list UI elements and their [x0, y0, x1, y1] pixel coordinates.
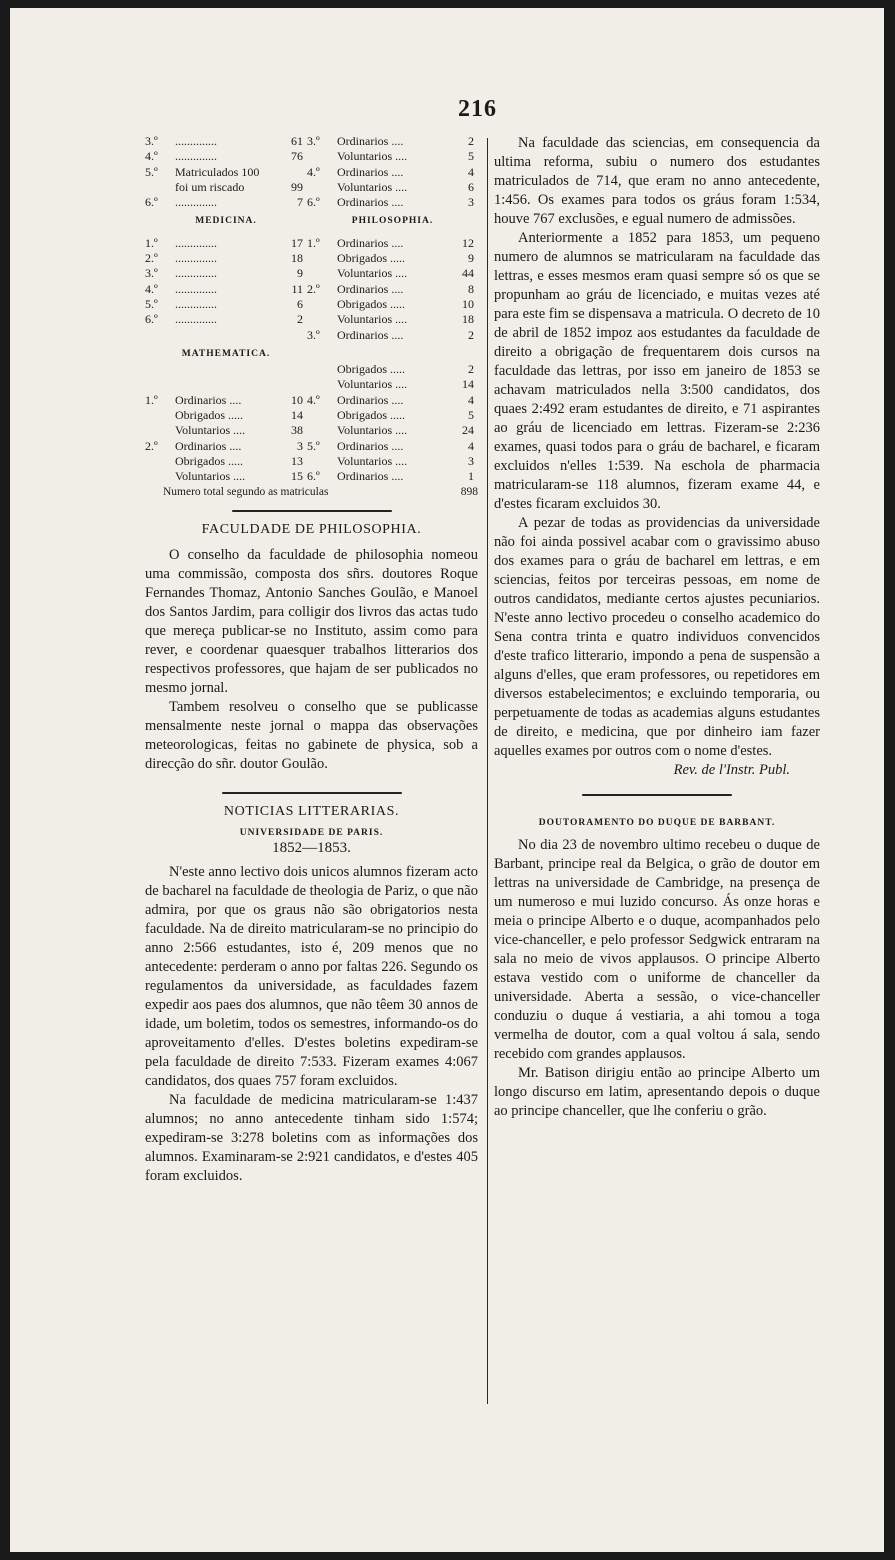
stats-row [145, 423, 478, 438]
stats-cell-d [307, 180, 337, 195]
stats-cell-e: Obrigados ..... [337, 408, 405, 423]
stats-cell-a: 5.º [145, 164, 158, 179]
universidade-text [145, 863, 478, 1186]
stats-cell-b: Voluntarios .... [175, 469, 246, 484]
stats-bottom [145, 362, 478, 484]
stats-cell-e: Ordinarios .... [337, 281, 404, 296]
paragraph: Tambem resolveu o conselho que se publicasse mensalmente neste jornal o mappa das observações meteorologicas, feitas no gabinete de physica, sob a direcção do sñr. doutor Goulão. [145, 698, 478, 772]
stats-cell-b: .............. [175, 312, 217, 327]
stats-cell-d: 4.º [307, 164, 320, 179]
stats-cell-a: 2.º [145, 251, 158, 266]
stats-cell-e: Voluntarios .... [337, 423, 408, 438]
stats-cell-c: 76 [291, 149, 303, 164]
stats-cell-a: 1.º [145, 235, 158, 250]
stats-cell-f: 5 [468, 408, 474, 423]
stats-cell-d [307, 454, 337, 469]
stats-row [145, 266, 478, 281]
stats-cell-d: 2.º [307, 281, 320, 296]
stats-cell-e: Voluntarios .... [337, 149, 408, 164]
stats-cell-d [307, 297, 337, 312]
stats-cell-e: Ordinarios .... [337, 438, 404, 453]
stats-row [145, 195, 478, 210]
doutoramento-heading: DOUTORAMENTO DO DUQUE DE BARBANT. [538, 818, 776, 828]
stats-cell-c: 11 [291, 281, 303, 296]
stats-cell-d [307, 408, 337, 423]
stats-cell-d: 4.º [307, 392, 320, 407]
stats-cell-a: 4.º [145, 149, 158, 164]
stats-cell-e: Ordinarios .... [337, 195, 404, 210]
stats-cell-b: .............. [175, 296, 217, 311]
page-number: 216 [458, 96, 497, 122]
doutoramento-text [494, 836, 820, 1121]
paragraph: Na faculdade de medicina matricularam-se 1:437 alumnos; no anno antecedente tinham sido 1:574; expediram-se 3:278 boletins com as informações dos alumnos. Examinaram-se 2:921 candidatos, e d'estes 405 foram excluidos. [145, 1091, 478, 1184]
stats-cell-b: .............. [175, 281, 217, 296]
stats-cell-e: Ordinarios .... [337, 235, 404, 250]
stats-cell-c: 17 [291, 235, 303, 250]
stats-cell-f: 24 [462, 423, 474, 438]
stats-cell-b: Ordinarios .... [175, 438, 242, 453]
stats-cell-d: 3.º [307, 327, 320, 342]
stats-cell-b [175, 328, 279, 343]
stats-cell-c: 2 [297, 312, 303, 327]
stats-cell-e: Obrigados ..... [337, 362, 405, 377]
stats-row [145, 149, 478, 164]
stats-cell-c: 15 [291, 469, 303, 484]
stats-cell-f: 44 [462, 266, 474, 281]
paragraph: No dia 23 de novembro ultimo recebeu o duque de Barbant, principe real da Belgica, o grão de doutor em lettras na universidade de Cambridge, na presença de um numeroso e mui luzido concurso. Ás onze horas e meia o principe Alberto e o duque, acompanhados pelo vice-chanceller, e pelo professor Sedgwick entraram na sala no meio de vivos applausos. O principe Alberto estava vestido com o uniforme de chanceller da universidade. Aberta a sessão, o vice-chanceller conduziu o duque á vestiaria, a ahi tomou a toga vermelha de doutor, com a qual voltou á sala, sendo recebido com grandes applausos. [494, 837, 820, 1062]
stats-cell-d: 3.º [307, 134, 320, 148]
stats-cell-b: Ordinarios .... [175, 392, 242, 407]
source-reference: Rev. de l'Instr. Publ. [673, 762, 790, 778]
stats-cell-d [307, 377, 337, 392]
stats-cell-c: 6 [297, 296, 303, 311]
total-value: 898 [460, 485, 478, 498]
stats-cell-b: Matriculados 100 [175, 164, 260, 179]
stats-cell-b: .............. [175, 149, 217, 164]
rule [582, 794, 732, 796]
rule [222, 792, 402, 794]
stats-cell-e: Obrigados ..... [337, 251, 405, 266]
stats-cell-b [175, 377, 279, 392]
heading-medicina: MEDICINA. [195, 216, 257, 227]
stats-cell-e: Obrigados ..... [337, 296, 405, 311]
stats-cell-a [145, 377, 175, 392]
paragraph: O conselho da faculdade de philosophia nomeou uma commissão, composta dos sñrs. doutores Roque Fernandes Thomaz, Antonio Sanches Goulão, e Manoel dos Santos Jardim, para colligir dos livros das actas tudo que mereça publicar-se no Instituto, assim como para rever, e coordenar quaesquer trabalhos litterarios dos respectivos professores, que hajam de ser publicados no mesmo jornal. [145, 546, 478, 696]
heading-mathematica: MATHEMATICA. [181, 348, 271, 359]
stats-cell-c: 10 [291, 392, 303, 407]
stats-cell-a [145, 362, 175, 377]
stats-cell-c [279, 377, 307, 392]
rule [232, 510, 392, 512]
stats-cell-a [145, 408, 175, 423]
stats-cell-a [145, 180, 175, 195]
faculdade-text [145, 546, 478, 774]
stats-cell-b: Voluntarios .... [175, 423, 246, 438]
stats-top [145, 134, 478, 210]
total-row [145, 486, 478, 498]
stats-cell-d [307, 251, 337, 266]
stats-row [145, 236, 478, 251]
stats-row [145, 469, 478, 484]
stats-cell-c: 13 [291, 453, 303, 468]
stats-cell-c: 14 [291, 408, 303, 423]
stats-row [145, 134, 478, 149]
stats-cell-f: 10 [462, 296, 474, 311]
stats-cell-c: 3 [297, 438, 303, 453]
stats-cell-e: Ordinarios .... [337, 469, 404, 484]
stats-row [145, 180, 478, 195]
stats-cell-e: Ordinarios .... [337, 392, 404, 407]
stats-cell-b: .............. [175, 251, 217, 266]
stats-cell-c: 9 [297, 266, 303, 281]
paragraph: N'este anno lectivo dois unicos alumnos fizeram acto de bacharel na faculdade de theologia de Pariz, o que não admira, por que os graus não são obrigatorios nesta faculdade. Na de direito matricularam-se no principio do anno 2:566 estudantes, isto é, 209 menos que no antecedente: perderam o anno por faltas 226. Segundo os regulamentos da universidade, as faculdades fazem expedir aos paes dos alumnos, que não têem 30 annos de idade, um boletim, todos os semestres, informando-os do aproveitamento d'elles. D'estes boletins expediram-se pela faculdade de direito 7:533. Fizeram exames 4:067 candidatos, dos quaes 757 foram excluidos. [145, 863, 478, 1089]
stats-cell-d: 6.º [307, 469, 320, 484]
stats-cell-a: 6.º [145, 195, 158, 210]
stats-cell-e: Ordinarios .... [337, 134, 404, 148]
total-label: Numero total segundo as matriculas [163, 485, 329, 498]
stats-cell-d: 5.º [307, 438, 320, 453]
stats-cell-d [307, 149, 337, 164]
stats-cell-b: .............. [175, 235, 217, 250]
left-column [145, 134, 478, 1186]
stats-row [145, 282, 478, 297]
paragraph: Mr. Batison dirigiu então ao principe Alberto um longo discurso em latim, apresentando depois o duque ao principe chanceller, que lhe conferiu o grão. [494, 1065, 820, 1119]
stats-row [145, 408, 478, 423]
stats-cell-b: Obrigados ..... [175, 408, 243, 423]
stats-cell-e: Voluntarios .... [337, 312, 408, 327]
stats-row [145, 362, 478, 377]
stats-cell-a: 3.º [145, 266, 158, 281]
stats-cell-f: 18 [462, 312, 474, 327]
stats-cell-a: 5.º [145, 296, 158, 311]
stats-cell-f: 5 [468, 149, 474, 164]
faculdade-title: FACULDADE DE PHILOSOPHIA. [201, 521, 422, 537]
stats-cell-e: Voluntarios .... [337, 453, 408, 468]
stats-cell-b: .............. [175, 195, 217, 210]
stats-cell-a: 6.º [145, 312, 158, 327]
stats-row [145, 393, 478, 408]
universidade-year: 1852—1853. [272, 839, 351, 856]
stats-mid [145, 236, 478, 343]
stats-cell-f: 12 [462, 235, 474, 250]
stats-cell-f: 3 [468, 453, 474, 468]
stats-cell-d: 1.º [307, 235, 320, 250]
stats-cell-c: 38 [291, 423, 303, 438]
stats-cell-a [145, 454, 175, 469]
stats-cell-d: 6.º [307, 195, 320, 210]
stats-row [145, 328, 478, 343]
stats-cell-b: Obrigados ..... [175, 453, 243, 468]
stats-cell-c: 7 [297, 195, 303, 210]
stats-row [145, 251, 478, 266]
column-divider [487, 138, 488, 1404]
stats-cell-e: Voluntarios .... [337, 266, 408, 281]
heading-philosophia: PHILOSOPHIA. [351, 216, 434, 227]
stats-cell-e: Voluntarios .... [337, 377, 408, 392]
stats-cell-c [279, 362, 307, 377]
paragraph: Na faculdade das sciencias, em consequencia da ultima reforma, subiu o numero dos estudantes matriculados de 714, que eram no anno antecedente, 1:456. Os exames para todos os gráus foram 1:534, houve 767 exclusões, e egual numero de admissões. [494, 135, 820, 227]
stats-row [145, 454, 478, 469]
stats-cell-e: Ordinarios .... [337, 164, 404, 179]
stats-cell-a: 1.º [145, 392, 158, 407]
stats-cell-f: 2 [468, 327, 474, 342]
stats-cell-d [307, 362, 337, 377]
stats-cell-f: 4 [468, 438, 474, 453]
stats-cell-c: 18 [291, 251, 303, 266]
stats-cell-f: 4 [468, 164, 474, 179]
stats-cell-d [307, 312, 337, 327]
stats-cell-a [145, 469, 175, 484]
stats-cell-f: 1 [468, 469, 474, 484]
stats-cell-f: 8 [468, 281, 474, 296]
stats-cell-d [307, 266, 337, 281]
paragraph: A pezar de todas as providencias da universidade não foi ainda possivel acabar com o gravissimo abuso dos exames para o gráu de bacharel em lettras, e em sciencias, feitos por terceiras pessoas, em nome de outros candidatos, mediante certos ajustes pecuniarios. N'este anno lectivo procedeu o conselho academico do Sena contra trinta e quatro individuos convencidos d'este trafico litterario, impondo a pena de suspensão a alguns d'elles, que eram professores, ou repetidores em diversos estabelecimentos; e excluindo temporaria, ou perpetuamente de todas as academias alguns estudantes de direito, e medicina, que por dinheiro iam fazer aquelles exames por outros com o nome d'estes. [494, 515, 820, 759]
stats-table [145, 134, 478, 485]
stats-cell-c: 99 [291, 179, 303, 194]
stats-cell-f: 6 [468, 179, 474, 194]
stats-cell-b [175, 362, 279, 377]
stats-row [145, 297, 478, 312]
stats-cell-b: foi um riscado [175, 179, 245, 194]
stats-row [145, 377, 478, 392]
stats-cell-a: 3.º [145, 134, 158, 148]
stats-cell-a [145, 328, 175, 343]
stats-cell-f: 3 [468, 195, 474, 210]
stats-cell-c [279, 165, 307, 180]
stats-cell-a: 4.º [145, 281, 158, 296]
stats-cell-a: 2.º [145, 438, 158, 453]
stats-cell-a [145, 423, 175, 438]
stats-cell-c [279, 328, 307, 343]
stats-cell-f: 9 [468, 251, 474, 266]
stats-cell-f: 2 [468, 362, 474, 377]
paragraph: Anteriormente a 1852 para 1853, um pequeno numero de alumnos se matricularam na faculdade das lettras, e esses mesmos eram quasi sempre só os que se propunham ao gráu de licenciado, e muitas vezes até para este fim se dispensava a matricula. O decreto de 10 de abril de 1852 impoz aos estudantes da faculdade de direito a obrigação de frequentarem dois cursos na faculdade das lettras, por isso em janeiro de 1853 se achavam matriculados nella 3:500 candidatos, dos quaes 2:492 eram estudantes de direito, e 71 aspirantes ao gráu de licenciado em lettras. Fizeram-se 2:236 exames, quasi todos para o gráu de bacharel, e ficaram excluidos n'elles 1:539. Na eschola de pharmacia matricularam-se 118 alumnos, fizeram exame 44, e d'estes ficaram excluidos 30. [494, 230, 820, 512]
stats-row [145, 165, 478, 180]
stats-cell-f: 14 [462, 377, 474, 392]
universidade-heading: UNIVERSIDADE DE PARIS. [239, 827, 384, 838]
stats-row [145, 312, 478, 327]
stats-cell-b: .............. [175, 134, 217, 148]
stats-cell-e: Ordinarios .... [337, 327, 404, 342]
stats-cell-c: 61 [291, 134, 303, 148]
stats-cell-f: 2 [468, 134, 474, 148]
stats-cell-f: 4 [468, 392, 474, 407]
stats-cell-d [307, 423, 337, 438]
right-column [494, 134, 820, 1121]
stats-cell-b: .............. [175, 266, 217, 281]
stats-cell-e: Voluntarios .... [337, 179, 408, 194]
noticias-title: NOTICIAS LITTERARIAS. [223, 803, 400, 819]
stats-row [145, 439, 478, 454]
